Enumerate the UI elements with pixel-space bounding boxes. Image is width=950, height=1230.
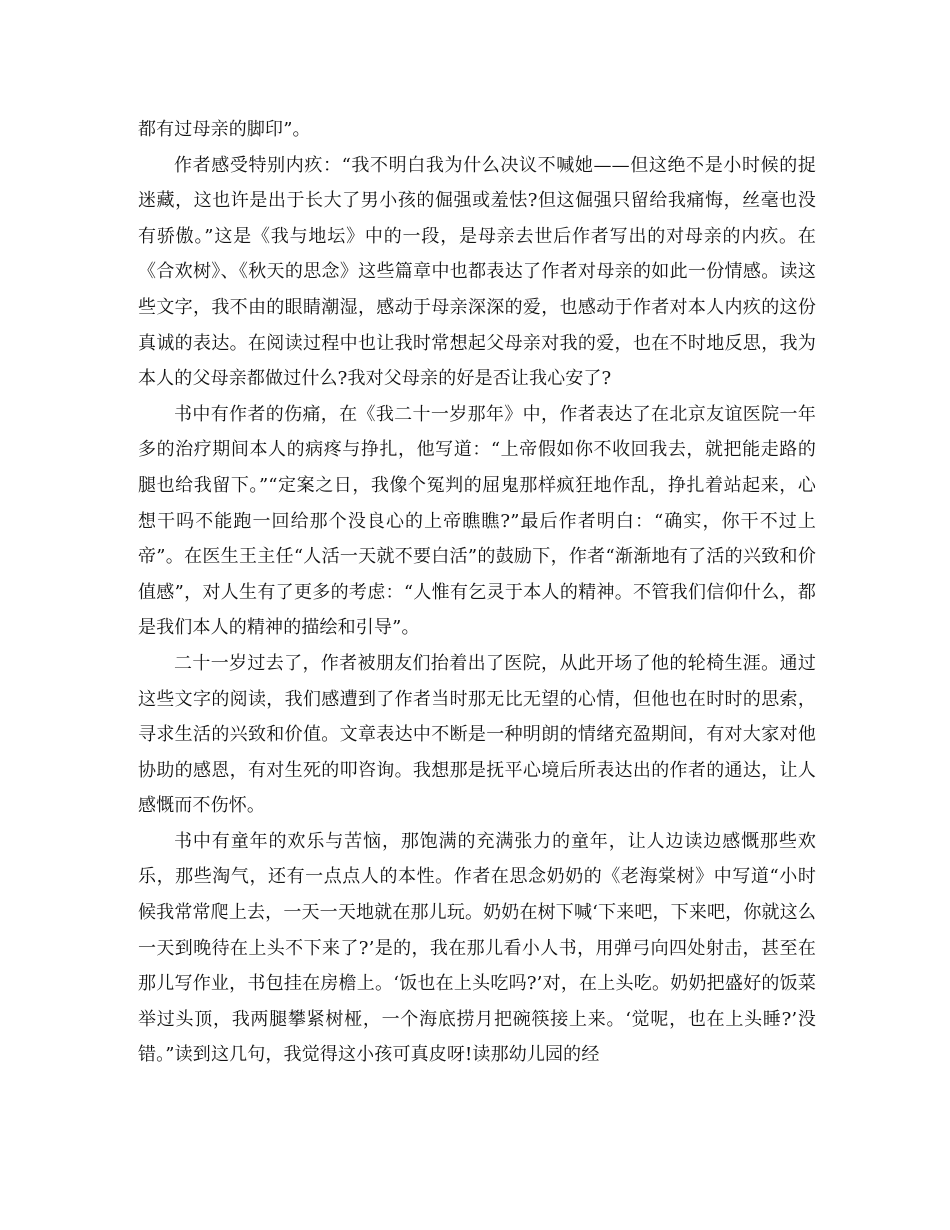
paragraph-mother-guilt: 作者感受特别内疚：“我不明白我为什么决议不喊她——但这绝不是小时候的捉迷藏，这也许是出于长大了男小孩的倔强或羞怯?但这倔强只留给我痛悔，丝毫也没有骄傲。”这是《我与地坛》中的一段，是母亲去世后作者写出的对母亲的内疚。在《合欢树》、《秋天的思念》这些篇章中也都表达了作者对母亲的如此一份情感。读这些文字，我不由的眼睛潮湿，感动于母亲深深的爱，也感动于作者对本人内疚的这份真诚的表达。在阅读过程中也让我时常想起父母亲对我的爱，也在不时地反思，我为本人的父母亲都做过什么?我对父母亲的好是否让我心安了?	[138, 154, 816, 390]
paragraph-wheelchair: 二十一岁过去了，作者被朋友们抬着出了医院，从此开场了他的轮椅生涯。通过这些文字的阅读，我们感遭到了作者当时那无比无望的心情，但他也在时时的思索，寻求生活的兴致和价值。文章表达中不断是一种明朗的情绪充盈期间，有对大家对他协助的感恩，有对生死的叩咨询。我想那是抚平心境后所表达出的作者的通达，让人感慨而不伤怀。	[138, 652, 816, 817]
document-body	[138, 112, 816, 1073]
paragraph-childhood: 书中有童年的欢乐与苦恼，那饱满的充满张力的童年，让人边读边感慨那些欢乐，那些淘气，还有一点点人的本性。作者在思念奶奶的《老海棠树》中写道“小时候我常常爬上去，一天一天地就在那儿玩。奶奶在树下喊‘下来吧，下来吧，你就这么一天到晚待在上头不下来了?’是的，我在那儿看小人书，用弹弓向四处射击，甚至在那儿写作业，书包挂在房檐上。‘饭也在上头吃吗?’对，在上头吃。奶奶把盛好的饭菜举过头顶，我两腿攀紧树桠，一个海底捞月把碗筷接上来。‘觉呢，也在上头睡?’没错。”读到这几句，我觉得这小孩可真皮呀!读那幼儿园的经	[138, 830, 816, 1066]
paragraph-continuation: 都有过母亲的脚印”。	[138, 119, 311, 140]
paragraph-twenty-one: 书中有作者的伤痛，在《我二十一岁那年》中，作者表达了在北京友谊医院一年多的治疗期间本人的病疼与挣扎，他写道：“上帝假如你不收回我去，就把能走路的腿也给我留下。”“定案之日，我像个冤判的屈鬼那样疯狂地作乱，挣扎着站起来，心想干吗不能跑一回给那个没良心的上帝瞧瞧?”最后作者明白：“确实，你干不过上帝”。在医生王主任“人活一天就不要白活”的鼓励下，作者“渐渐地有了活的兴致和价值感”，对人生有了更多的考虑：“人惟有乞灵于本人的精神。不管我们信仰什么，都是我们本人的精神的描绘和引导”。	[138, 403, 816, 639]
